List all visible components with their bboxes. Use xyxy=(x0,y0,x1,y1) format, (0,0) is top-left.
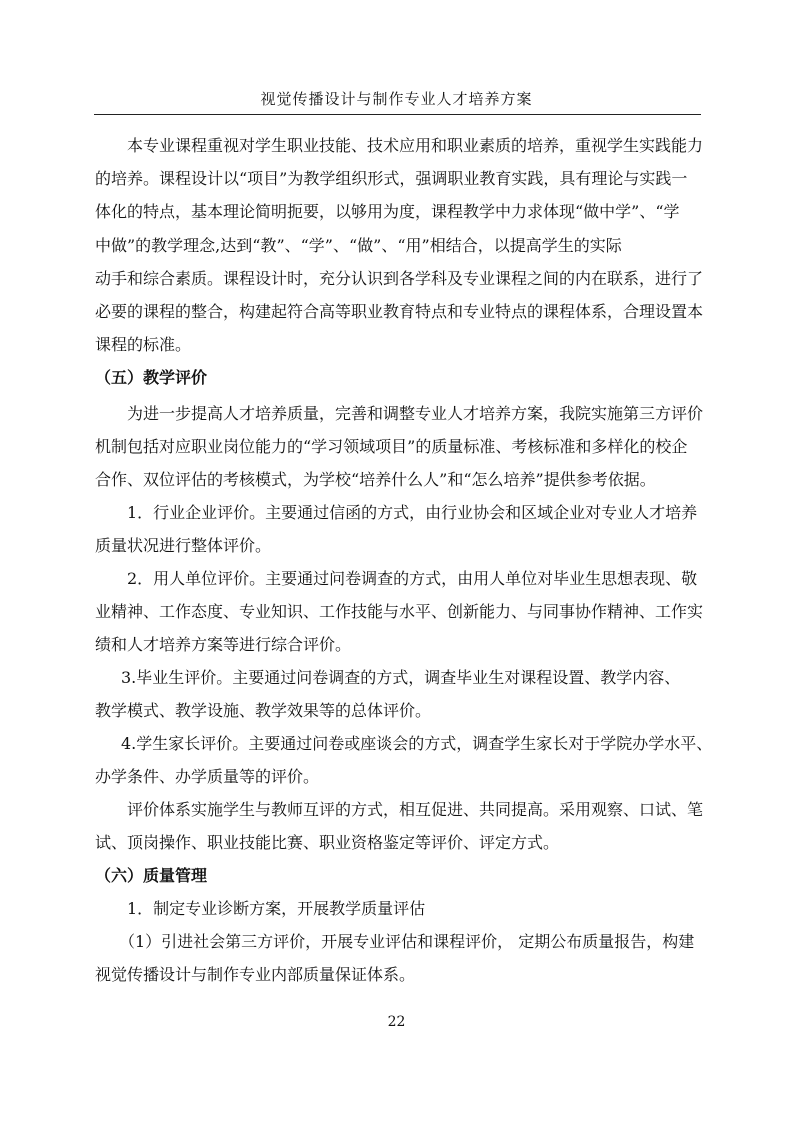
text-line: 课程的标准。 xyxy=(95,335,192,354)
text-line: 动手和综合素质。课程设计时，充分认识到各学科及专业课程之间的内在联系，进行了 xyxy=(95,269,704,288)
text-line: 试、顶岗操作、职业技能比赛、职业资格鉴定等评价、评定方式。 xyxy=(95,833,560,852)
text-line: 中做”的教学理念,达到“教”、“学”、“做”、“用”相结合，以提高学生的实际 xyxy=(95,236,622,255)
text-line: 本专业课程重视对学生职业技能、技术应用和职业素质的培养，重视学生实践能力 xyxy=(127,136,704,155)
list-item: 1．制定专业诊断方案，开展教学质量评估 xyxy=(127,899,426,918)
text-line: 教学模式、教学设施、教学效果等的总体评价。 xyxy=(95,701,432,720)
text-line: 合作、双位评估的考核模式，为学校“培养什么人”和“怎么培养”提供参考依据。 xyxy=(95,470,656,489)
header-divider xyxy=(94,114,701,115)
text-line: 评价体系实施学生与教师互评的方式，相互促进、共同提高。采用观察、口试、笔 xyxy=(127,800,704,819)
list-item: 1．行业企业评价。主要通过信函的方式，由行业协会和区域企业对专业人才培养 xyxy=(127,503,698,522)
section-heading: （五）教学评价 xyxy=(95,368,208,387)
list-item: 4.学生家长评价。主要通过问卷或座谈会的方式，调查学生家长对于学院办学水平、 xyxy=(121,734,713,753)
text-line: 的培养。课程设计以“项目”为教学组织形式，强调职业教育实践，具有理论与实践一 xyxy=(95,169,688,188)
text-line: 办学条件、办学质量等的评价。 xyxy=(95,767,320,786)
section-heading: （六）质量管理 xyxy=(95,866,208,885)
text-line: 必要的课程的整合，构建起符合高等职业教育特点和专业特点的课程体系，合理设置本 xyxy=(95,302,704,321)
list-item: 3.毕业生评价。主要通过问卷调查的方式，调查毕业生对课程设置、教学内容、 xyxy=(121,668,681,687)
text-line: 绩和人才培养方案等进行综合评价。 xyxy=(95,635,352,654)
text-line: 为进一步提高人才培养质量，完善和调整专业人才培养方案，我院实施第三方评价 xyxy=(127,404,704,423)
text-line: 体化的特点，基本理论简明扼要，以够用为度，课程教学中力求体现“做中学”、“学 xyxy=(95,202,680,221)
text-line: 视觉传播设计与制作专业内部质量保证体系。 xyxy=(95,965,416,984)
text-line: 质量状况进行整体评价。 xyxy=(95,536,272,555)
list-item: （1）引进社会第三方评价，开展专业评估和课程评价， 定期公布质量报告，构建 xyxy=(119,932,695,951)
list-item: 2．用人单位评价。主要通过问卷调查的方式，由用人单位对毕业生思想表现、敬 xyxy=(127,569,698,588)
text-line: 机制包括对应职业岗位能力的“学习领域项目”的质量标准、考核标准和多样化的校企 xyxy=(95,437,688,456)
running-header: 视觉传播设计与制作专业人才培养方案 xyxy=(260,90,533,108)
page-number: 22 xyxy=(387,1014,406,1030)
text-line: 业精神、工作态度、专业知识、工作技能与水平、创新能力、与同事协作精神、工作实 xyxy=(95,602,704,621)
